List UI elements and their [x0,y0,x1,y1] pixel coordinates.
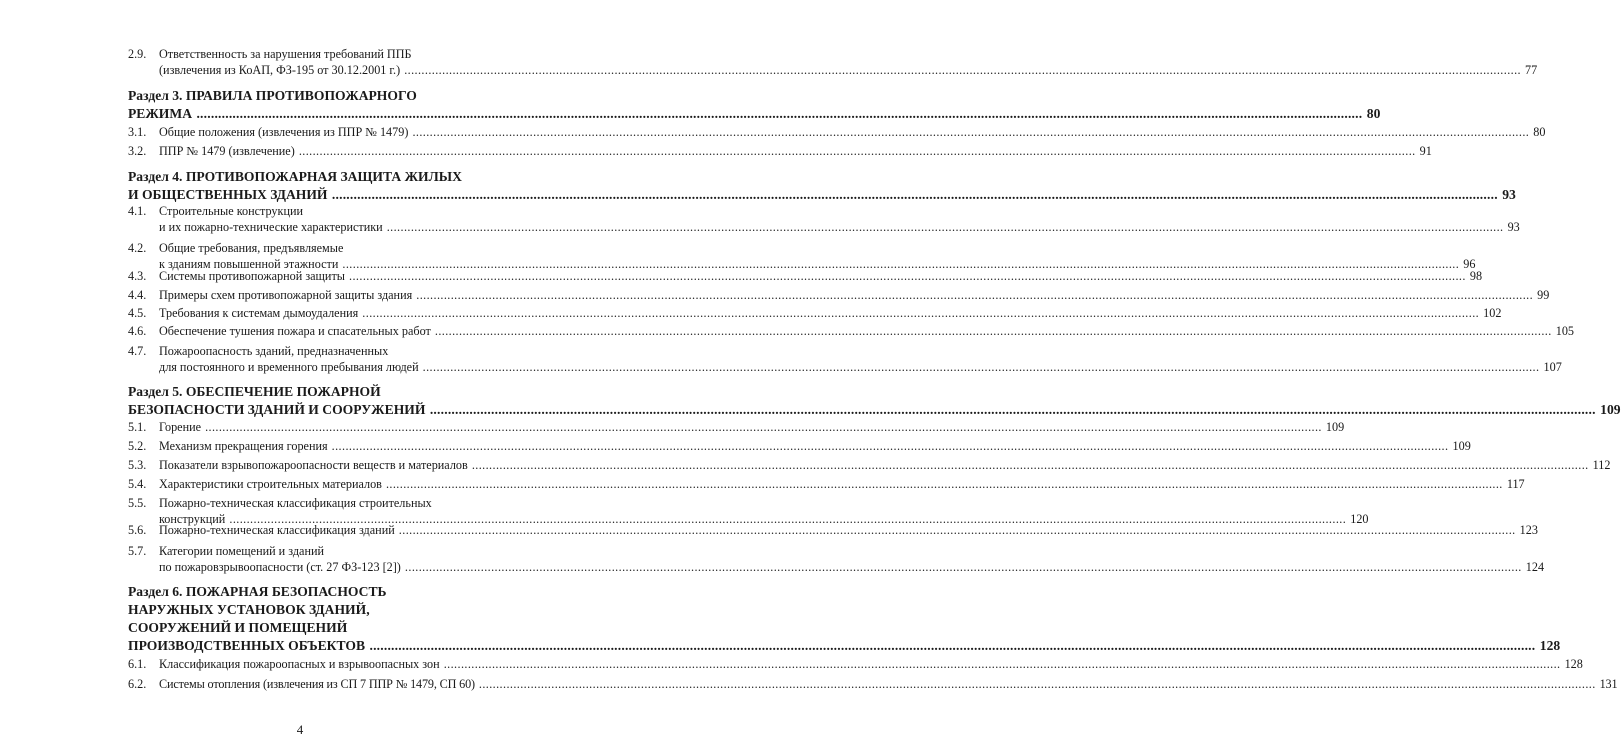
entry-title-line: Системы отопления (извлечения из СП 7 ППР № 1479, СП 60) [159,677,475,691]
entry-page: 99 [1537,288,1550,302]
entry-leader-line [159,287,1550,303]
dot-leader [430,402,1596,417]
entry-number: 6.2. [128,677,147,691]
dot-leader [332,187,1498,202]
entry-leader-line [159,457,1611,473]
entry-number: 4.7. [128,344,147,358]
dot-leader [399,523,1516,537]
entry-leader-line [159,219,1520,235]
section-leader-line [128,401,1621,419]
entry-title-line: Пожарно-техническая классификация строительных [159,496,432,510]
entry-page: 107 [1543,360,1562,374]
dot-leader [362,306,1479,320]
entry-number: 3.2. [128,144,147,158]
entry-title-line: Показатели взрывопожароопасности веществ и материалов [159,458,468,472]
dot-leader [332,439,1449,453]
entry-page: 117 [1506,477,1525,491]
entry-leader-line [159,305,1502,321]
entry-number: 3.1. [128,125,147,139]
entry-page: 105 [1555,324,1574,338]
section-leader-line [128,105,1381,123]
entry-number: 5.1. [128,420,147,434]
entry-number: 5.3. [128,458,147,472]
page-number: 4 [296,722,304,737]
entry-number: 2.9. [128,47,147,61]
entry-number: 4.5. [128,306,147,320]
entry-title-line: Пожароопасность зданий, предназначенных [159,344,389,358]
entry-page: 96 [1463,257,1476,271]
entry-leader-line [159,476,1525,492]
dot-leader [479,677,1596,691]
section-title-line: РЕЖИМА [128,106,193,121]
entry-title-line: Общие положения (извлечения из ППР № 1479) [159,125,409,139]
entry-title-line: Горение [159,420,202,434]
dot-leader [205,420,1322,434]
entry-title-line: Общие требования, предъявляемые [159,241,344,255]
entry-page: 93 [1507,220,1520,234]
entry-leader-line [159,522,1538,538]
entry-page: 128 [1564,657,1583,671]
entry-page: 80 [1533,125,1546,139]
section-title-line: Раздел 5. ОБЕСПЕЧЕНИЕ ПОЖАРНОЙ [128,384,381,399]
entry-title-line: по пожаровзрывоопасности (ст. 27 ФЗ-123 [2]) [159,560,401,574]
entry-number: 5.6. [128,523,147,537]
entry-number: 4.4. [128,288,147,302]
entry-page: 98 [1469,269,1483,283]
section-leader-line [128,637,1561,655]
section-heading-4 [128,168,1516,204]
entry-number: 4.2. [128,241,147,255]
entry-leader-line [159,124,1546,140]
entry-leader-line [159,268,1483,284]
entry-title-line: для постоянного и временного пребывания людей [159,360,419,374]
dot-leader [472,458,1589,472]
section-page: 109 [1600,402,1621,417]
entry-page: 102 [1483,306,1502,320]
section-title-line: Раздел 3. ПРАВИЛА ПРОТИВОПОЖАРНОГО [128,88,417,103]
entry-leader-line [159,438,1471,454]
entry-number: 4.3. [128,269,147,283]
entry-leader-line [159,656,1583,672]
entry-number: 5.7. [128,544,147,558]
section-page: 128 [1539,638,1561,653]
entry-leader-line [159,559,1545,575]
dot-leader [404,63,1521,77]
entry-number: 5.4. [128,477,147,491]
entry-number: 5.2. [128,439,147,453]
section-title-line: ПРОИЗВОДСТВЕННЫХ ОБЪЕКТОВ [128,638,366,653]
entry-title-line: конструкций [159,512,226,526]
entry-leader-line [159,323,1574,339]
section-page: 93 [1502,187,1516,202]
dot-leader [412,125,1529,139]
entry-title-line: Строительные конструкции [159,204,304,218]
entry-page: 112 [1592,458,1611,472]
section-title-line: Раздел 6. ПОЖАРНАЯ БЕЗОПАСНОСТЬ [128,584,387,599]
dot-leader [299,144,1416,158]
entry-page: 123 [1519,523,1538,537]
section-title-line: БЕЗОПАСНОСТИ ЗДАНИЙ И СООРУЖЕНИЙ [128,402,426,417]
dot-leader [369,638,1535,653]
dot-leader [386,477,1503,491]
entry-number: 5.5. [128,496,147,510]
dot-leader [444,657,1561,671]
entry-number: 4.6. [128,324,147,338]
entry-title-line: (извлечения из КоАП, ФЗ-195 от 30.12.2001 г.) [159,63,401,77]
entry-title-line: к зданиям повышенной этажности [159,257,339,271]
entry-leader-line [159,143,1432,159]
entry-title-line: Системы противопожарной защиты [159,269,345,283]
entry-leader-line [159,419,1345,435]
section-title-line: Раздел 4. ПРОТИВОПОЖАРНАЯ ЗАЩИТА ЖИЛЫХ [128,169,462,184]
entry-number: 6.1. [128,657,147,671]
entry-page: 91 [1419,144,1432,158]
dot-leader [387,220,1504,234]
entry-page: 131 [1599,677,1618,691]
entry-title-line: Пожарно-техническая классификация зданий [159,523,395,537]
entry-leader-line [159,676,1618,692]
section-page: 80 [1366,106,1381,121]
entry-title-line: Примеры схем противопожарной защиты здания [159,288,413,302]
section-leader-line [128,186,1516,204]
dot-leader [405,560,1522,574]
entry-page: 109 [1452,439,1471,453]
section-title-line: И ОБЩЕСТВЕННЫХ ЗДАНИЙ [128,187,328,202]
entry-title-line: Классификация пожароопасных и взрывоопасных зон [159,657,440,671]
entry-title-line: Характеристики строительных материалов [159,477,382,491]
section-heading-3 [128,87,1381,123]
section-title-line: НАРУЖНЫХ УСТАНОВОК ЗДАНИЙ, [128,602,370,617]
dot-leader [196,106,1362,121]
section-heading-6 [128,583,1561,655]
entry-title-line: Обеспечение тушения пожара и спасательных работ [159,324,431,338]
entry-title-line: Ответственность за нарушения требований ППБ [159,47,412,61]
entry-title-line: Категории помещений и зданий [159,544,325,558]
entry-title-line: Требования к системам дымоудаления [159,306,359,320]
entry-title-line: ППР № 1479 (извлечение) [159,144,295,158]
dot-leader [423,360,1540,374]
section-title-line: СООРУЖЕНИЙ И ПОМЕЩЕНИЙ [128,620,348,635]
entry-page: 77 [1525,63,1538,77]
entry-leader-line [159,359,1562,375]
entry-title-line: и их пожарно-технические характеристики [159,220,383,234]
dot-leader [416,288,1533,302]
entry-leader-line [159,62,1538,78]
entry-title-line: Механизм прекращения горения [159,439,328,453]
entry-number: 4.1. [128,204,147,218]
section-heading-5 [128,383,1621,419]
entry-page: 124 [1525,560,1545,574]
dot-leader [349,269,1466,283]
entry-page: 109 [1325,420,1345,434]
entry-page: 120 [1350,512,1369,526]
dot-leader [435,324,1552,338]
